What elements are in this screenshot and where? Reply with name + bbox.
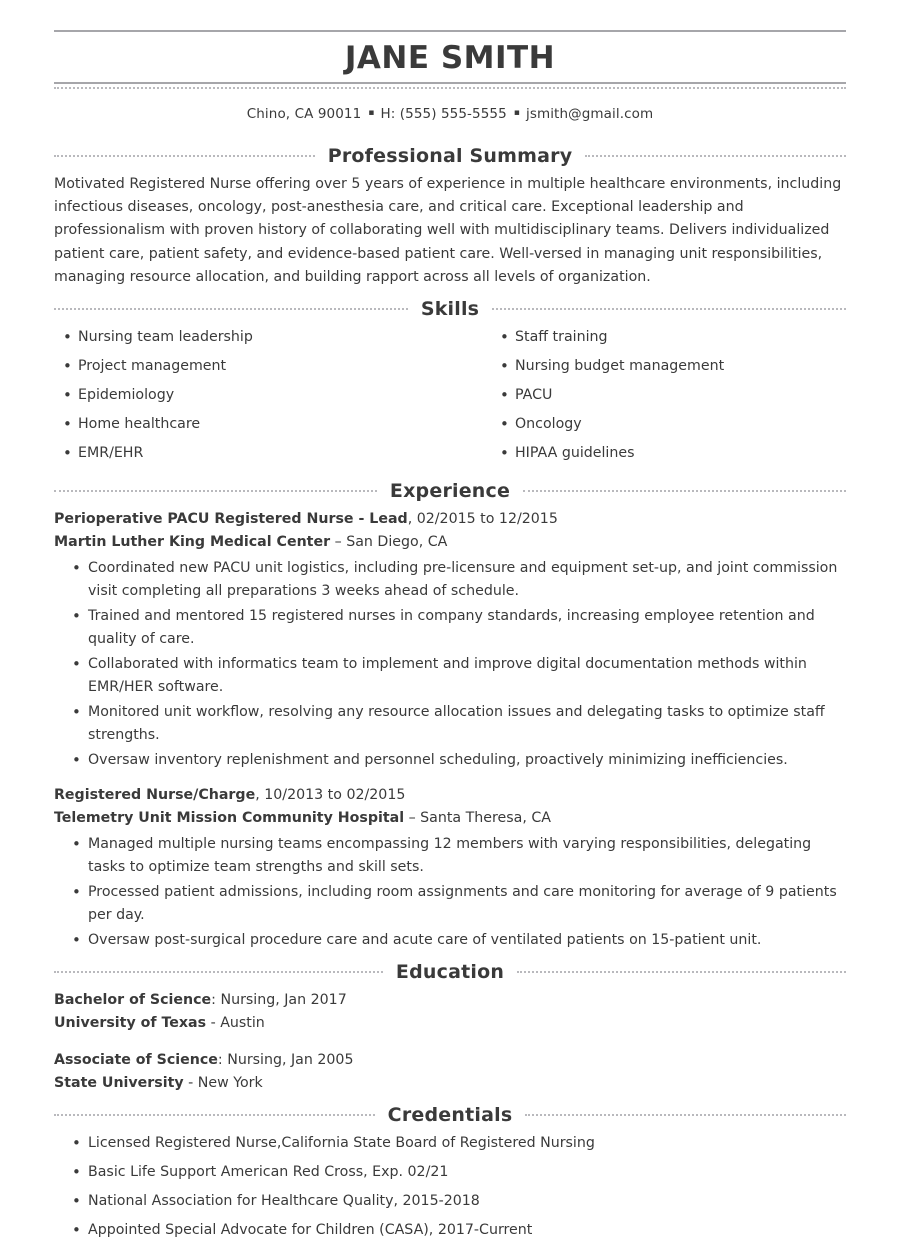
- education-entry: [54, 989, 846, 1035]
- education-degree-detail: : Nursing, Jan 2005: [217, 1052, 354, 1069]
- list-item: • Oversaw inventory replenishment and personnel scheduling, proactively minimizing inefficiencies.: [54, 749, 846, 772]
- contact-phone: H: (555) 555-5555: [380, 106, 507, 123]
- list-item: • Oncology: [491, 413, 846, 436]
- list-item: • Basic Life Support American Red Cross, Exp. 02/21: [54, 1161, 846, 1184]
- contact-separator-icon: ▪: [368, 108, 375, 119]
- section-header-education: [54, 961, 846, 983]
- divider-line-left: [54, 308, 408, 310]
- job-organization: Martin Luther King Medical Center: [54, 533, 331, 550]
- list-item: • Coordinated new PACU unit logistics, including pre-licensure and equipment set-up, and joint commission visit completing all preparations 3 weeks ahead of schedule.: [54, 557, 846, 603]
- contact-email: jsmith@gmail.com: [525, 106, 654, 123]
- job-dates: , 10/2013 to 02/2015: [255, 786, 406, 803]
- section-header-experience: [54, 480, 846, 502]
- section-title: Experience: [389, 479, 511, 502]
- list-item: • Project management: [54, 355, 450, 378]
- job-role: Perioperative PACU Registered Nurse - Lead: [54, 510, 408, 527]
- experience-entry: [54, 508, 846, 772]
- list-item: • Licensed Registered Nurse,California State Board of Registered Nursing: [54, 1132, 846, 1155]
- job-location: – Santa Theresa, CA: [404, 809, 551, 826]
- contact-line: [54, 89, 846, 136]
- section-header-credentials: [54, 1104, 846, 1126]
- job-dates: , 02/2015 to 12/2015: [407, 510, 558, 527]
- list-item: • Epidemiology: [54, 384, 450, 407]
- list-item: • Appointed Special Advocate for Children (CASA), 2017-Current: [54, 1219, 846, 1242]
- section-header-summary: [54, 145, 846, 167]
- education-degree-line: [54, 1049, 846, 1072]
- job-bullet-list: [54, 557, 846, 772]
- credentials-block: [54, 1132, 846, 1242]
- list-item: • Nursing team leadership: [54, 326, 450, 349]
- candidate-name: JANE SMITH: [344, 40, 556, 76]
- skills-column-left: [54, 326, 450, 471]
- job-organization: Telemetry Unit Mission Community Hospital: [54, 809, 405, 826]
- resume-page: [0, 30, 900, 1249]
- list-item: • Trained and mentored 15 registered nurses in company standards, increasing employee retention and quality of care.: [54, 605, 846, 651]
- divider-line-right: [523, 490, 846, 492]
- list-item: • Processed patient admissions, including room assignments and care monitoring for average of 9 patients per day.: [54, 881, 846, 927]
- experience-entry: [54, 784, 846, 952]
- list-item: • Staff training: [491, 326, 846, 349]
- education-school: State University: [54, 1075, 184, 1092]
- section-title: Credentials: [387, 1104, 513, 1127]
- education-school-detail: - Austin: [206, 1014, 265, 1031]
- job-bullet-list: [54, 833, 846, 952]
- list-item: • HIPAA guidelines: [491, 442, 846, 465]
- list-item: • Monitored unit workflow, resolving any resource allocation issues and delegating tasks to optimize staff strengths.: [54, 701, 846, 747]
- list-item: • Oversaw post-surgical procedure care and acute care of ventilated patients on 15-patient unit.: [54, 929, 846, 952]
- job-title-line: [54, 508, 846, 531]
- education-degree-detail: : Nursing, Jan 2017: [211, 991, 347, 1008]
- skills-column-right: [450, 326, 846, 471]
- job-location: – San Diego, CA: [330, 533, 448, 550]
- divider-line-right: [492, 308, 846, 310]
- contact-separator-icon: ▪: [513, 108, 520, 119]
- credentials-list: [54, 1132, 846, 1242]
- skills-list-right: [491, 326, 846, 465]
- section-title: Skills: [420, 297, 480, 320]
- summary-text: Motivated Registered Nurse offering over 5 years of experience in multiple healthcare environments, including infectious diseases, oncology, post-anesthesia care, and critical care. Exceptional leadership and professionalism with proven history of collaborating well with multidisciplinary teams. Delivers individualized patient care, patient safety, and evidence-based patient care. Well-versed in managing unit responsibilities, managing resource allocation, and building rapport across all levels of organization.: [54, 176, 842, 285]
- list-item: • Nursing budget management: [491, 355, 846, 378]
- section-title: Professional Summary: [327, 145, 573, 168]
- education-degree: Bachelor of Science: [54, 991, 212, 1008]
- divider-line-right: [585, 155, 846, 157]
- education-school-line: [54, 1012, 846, 1035]
- section-header-skills: [54, 298, 846, 320]
- list-item: • Collaborated with informatics team to implement and improve digital documentation methods within EMR/HER software.: [54, 653, 846, 699]
- list-item: • EMR/EHR: [54, 442, 450, 465]
- header-solid-divider: [54, 82, 846, 84]
- divider-line-left: [54, 490, 377, 492]
- list-item: • Managed multiple nursing teams encompassing 12 members with varying responsibilities, delegating tasks to optimize team strengths and skill sets.: [54, 833, 846, 879]
- job-org-line: [54, 531, 846, 554]
- list-item: • National Association for Healthcare Quality, 2015-2018: [54, 1190, 846, 1213]
- education-school-line: [54, 1072, 846, 1095]
- skills-columns: [54, 326, 846, 471]
- education-degree: Associate of Science: [54, 1052, 218, 1069]
- divider-line-right: [525, 1114, 846, 1116]
- education-degree-line: [54, 989, 846, 1012]
- section-title: Education: [395, 960, 505, 983]
- divider-line-left: [54, 155, 315, 157]
- list-item: • Home healthcare: [54, 413, 450, 436]
- education-entry: [54, 1049, 846, 1095]
- list-item: • PACU: [491, 384, 846, 407]
- job-role: Registered Nurse/Charge: [54, 786, 256, 803]
- divider-line-left: [54, 1114, 375, 1116]
- skills-list-left: [54, 326, 450, 465]
- education-school: University of Texas: [54, 1014, 207, 1031]
- job-org-line: [54, 807, 846, 830]
- divider-line-left: [54, 971, 383, 973]
- contact-location: Chino, CA 90011: [246, 106, 362, 123]
- divider-line-right: [517, 971, 846, 973]
- education-school-detail: - New York: [183, 1075, 263, 1092]
- job-title-line: [54, 784, 846, 807]
